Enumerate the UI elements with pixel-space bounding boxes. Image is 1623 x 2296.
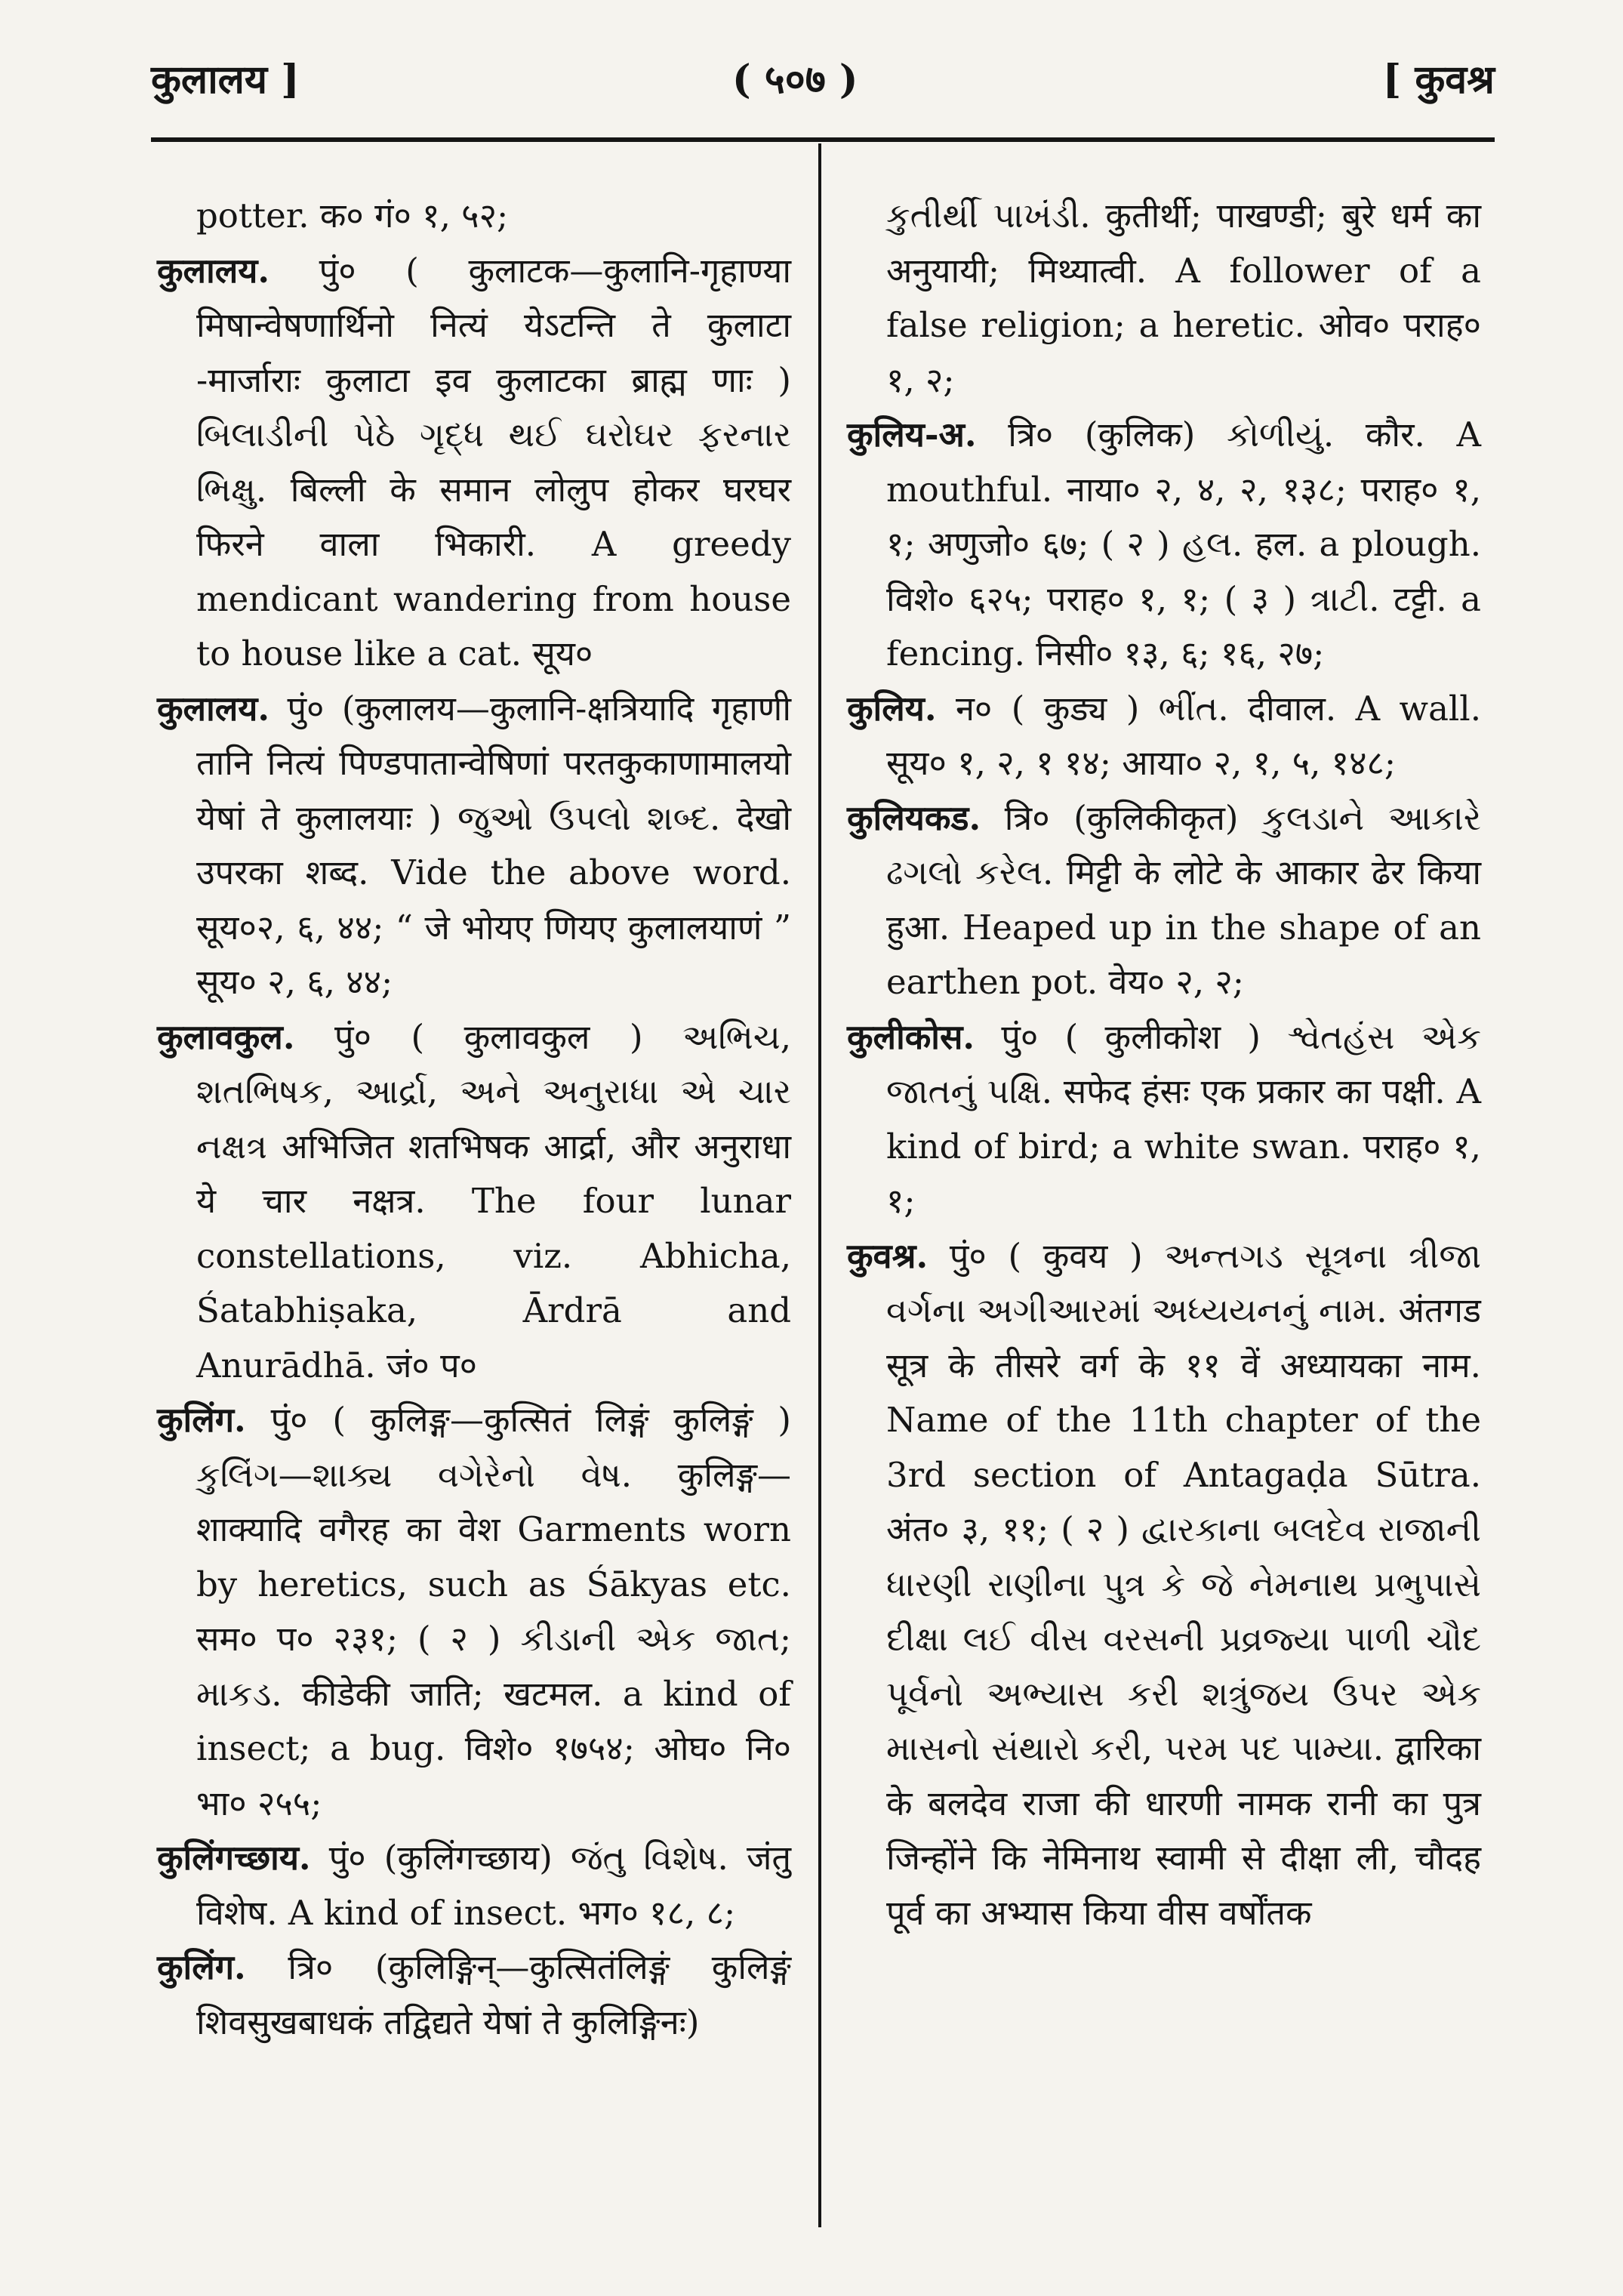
entry-headword: कुलिंग. xyxy=(157,1947,246,1987)
dictionary-entry xyxy=(157,1010,791,1394)
dictionary-entry xyxy=(157,244,791,682)
entry-headword: कुलालय. xyxy=(157,688,270,729)
dictionary-entry xyxy=(847,791,1481,1010)
page-header xyxy=(151,44,1495,112)
entry-headword: कुलिंग. xyxy=(157,1400,246,1440)
entry-body: पुं० (कुलालय—कुलानि-क्षत्रियादि गृहाणी तानि नित्यं पिण्डपातान्वेषिणां परतकुकाणामालयो येषां ते कुलालयाः ) જુઓ ઉપલો શબ્દ. देखो उपरका शब्द. Vide the above word. सूय०२, ६, ४४; “ जे भोयए णियए कुलालयाणं ” सूय० २, ६, ४४; xyxy=(196,688,791,1002)
entry-body: त्रि० (कुलिक) કોળીયું. कौर. A mouthful. नाया० २, ४, २, १३८; पराह० १, १; अणुजो० ६७; ( २ ) હલ. हल. a plough. विशे० ६२५; पराह० १, १; ( ३ ) ત્રાટી. टट्टी. a fencing. निसी० १३, ६; १६, २७; xyxy=(886,415,1481,673)
header-rule xyxy=(151,137,1495,142)
entry-body: न० ( कुड्य ) ભીંત. दीवाल. A wall. सूय० १, २, १ १४; आया० २, १, ५, १४८; xyxy=(886,688,1481,783)
dictionary-entry xyxy=(157,1393,791,1831)
right-column xyxy=(847,189,1481,1940)
header-right-guide-word: [ कुवश्र xyxy=(1382,57,1495,103)
entry-headword: कुलिंगच्छाय. xyxy=(157,1838,311,1878)
left-column xyxy=(157,189,791,2050)
page-number: ( ५०७ ) xyxy=(732,57,858,103)
entry-body: पुं० (कुलिंगच्छाय) જંતુ વિશેષ. जंतु विशेष. A kind of insect. भग० १८, ८; xyxy=(196,1838,791,1933)
dictionary-entry xyxy=(157,682,791,1010)
entry-headword: कुलालय. xyxy=(157,250,270,291)
entry-body: पुं० ( कुलाटक—कुलानि-गृहाण्या मिषान्वेषणार्थिनो नित्यं येऽटन्ति ते कुलाटा -मार्जाराः कुलाटा इव कुलाटका ब्राह्म णाः ) બિલાડીની પેઠે ગૃદ્ધ થઈ ઘરોઘર ફરનાર ભિક્ષુ. बिल्ली के समान लोलुप होकर घरघर फिरने वाला भिकारी. A greedy mendicant wandering from house to house like a cat. सूय० xyxy=(196,250,791,673)
dictionary-entry xyxy=(157,1940,791,2050)
entry-body: पुं० ( कुलिङ्ग—कुत्सितं लिङ्गं कुलिङ्गं ) કુલિંગ—શાક્ય વગેરેનો વેષ. कुलिङ्ग—शाक्यादि वगैरह का वेश Garments worn by heretics, such as Śākyas etc. सम० प० २३१; ( २ ) કીડાની એક જાત; માકડ. कीडेकी जाति; खटमल. a kind of insect; a bug. विशे० १७५४; ओघ० नि० भा० २५५; xyxy=(196,1400,791,1823)
dictionary-entry xyxy=(847,1229,1481,1941)
dictionary-entry xyxy=(847,682,1481,791)
continuation-text: કુતીર્થી પાખંડી. कुतीर्थी; पाखण्डी; बुरे धर्म का अनुयायी; मिथ्यात्वी. A follower of a false religion; a heretic. ओव० पराह० १, २; xyxy=(886,196,1481,400)
entry-headword: कुलियकड. xyxy=(847,797,981,838)
entry-body: पुं० ( कुलावकुल ) અભિચ, શતભિષક, આર્દ્રા, અને અનુરાધા એ ચાર નક્ષત્ર अभिजित शतभिषक आर्द्रा, और अनुराधा ये चार नक्षत्र. The four lunar constellations, viz. Abhicha, Śatabhiṣaka, Ārdrā and Anurādhā. जं० प० xyxy=(196,1016,791,1385)
continuation-text: potter. क० गं० १, ५२; xyxy=(196,196,509,236)
entry-body: त्रि० (कुलिकीकृत) કુલડાને આકારે ઢગલો કરેલ. मिट्टी के लोटे के आकार ढेर किया हुआ. Heaped up in the shape of an earthen pot. वेय० २, २; xyxy=(886,797,1481,1002)
dictionary-entry xyxy=(847,408,1481,682)
entry-body: पुं० ( कुवय ) અન્તગડ સૂત્રના ત્રીજા વર્ગના અગીઆરમાં અધ્યયનનું નામ. अंतगड सूत्र के तीसरे वर्ग के ११ वें अध्यायका नाम. Name of the 11th chapter of the 3rd section of Antagaḍa Sūtra. अंत० ३, ११; ( २ ) દ્વારકાના બલદેવ રાજાની ધારણી રાણીના પુત્ર કે જે નેમનાથ પ્રભુપાસે દીક્ષા લઈ વીસ વરસની પ્રવ્રજ્યા પાળી ચૌદ પૂર્વનો અભ્યાસ કરી શત્રુંજય ઉપર એક માસનો સંથારો કરી, પરમ પદ પામ્યા. द्वारिका के बलदेव राजा की धारणी नामक रानी का पुत्र जिन्होंने कि नेमिनाथ स्वामी से दीक्षा ली, चौदह पूर्व का अभ्यास किया वीस वर्षोंतक xyxy=(886,1235,1481,1933)
column-divider xyxy=(818,143,821,2227)
entry-headword: कुलिय-अ. xyxy=(847,415,977,455)
entry-headword: कुलीकोस. xyxy=(847,1016,975,1057)
header-left-guide-word: कुलालय ] xyxy=(151,57,300,103)
dictionary-entry xyxy=(157,1831,791,1940)
entry-headword: कुलिय. xyxy=(847,688,937,729)
entry-headword: कुवश्र. xyxy=(847,1235,929,1276)
entry-body: पुं० ( कुलीकोश ) શ્વેતહંસ એક જાતનું પક્ષિ. सफेद हंसः एक प्रकार का पक्षी. A kind of bird; a white swan. पराह० १, १; xyxy=(886,1016,1481,1221)
entry-body: त्रि० (कुलिङ्गिन्—कुत्सितंलिङ्गं कुलिङ्गं शिवसुखबाधकं तद्विद्यते येषां ते कुलिङ्गिनः) xyxy=(196,1947,791,2042)
entry-headword: कुलावकुल. xyxy=(157,1016,295,1057)
dictionary-entry xyxy=(847,1010,1481,1229)
